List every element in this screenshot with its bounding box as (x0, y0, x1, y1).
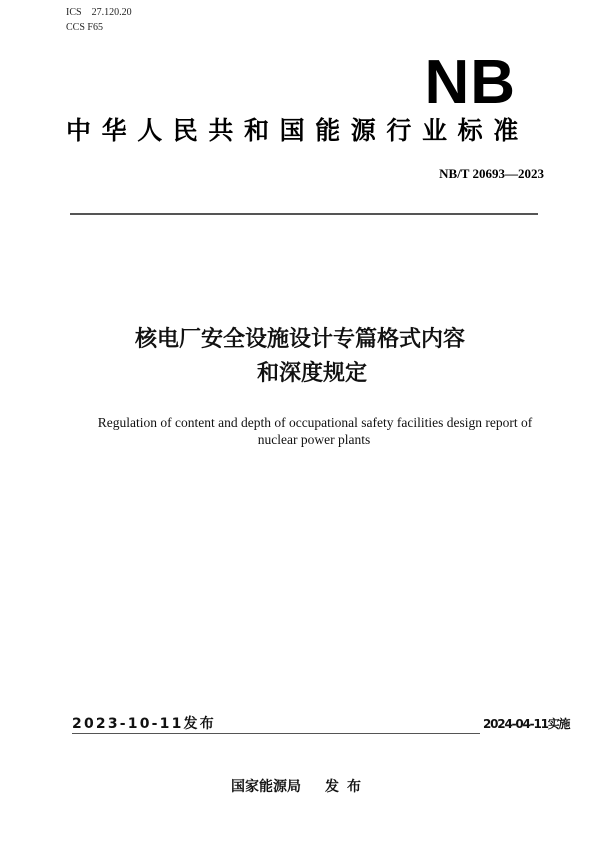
nb-logo: NB (424, 48, 516, 117)
standard-number: NB/T 20693—2023 (439, 166, 544, 181)
ccs-value: F65 (87, 22, 103, 33)
header-divider (70, 213, 538, 215)
ics-label: ICS (66, 7, 82, 18)
org-title: 中华人民共和国能源行业标准 (66, 116, 529, 145)
document-title-cn (0, 323, 600, 391)
publisher-verb: 发布 (325, 779, 369, 795)
title-en-line-1: Regulation of content and depth of occupational safety facilities design report of (97, 415, 533, 430)
ics-value: 27.120.20 (91, 7, 132, 18)
issue-date: 2023-10-11发布 (72, 716, 216, 732)
date-divider (72, 733, 480, 734)
ccs-label: CCS (66, 22, 85, 33)
ics-code (66, 5, 132, 20)
title-cn-line-1: 核电厂安全设施设计专篇格式内容 (134, 327, 465, 352)
title-en-line-2: nuclear power plants (257, 432, 371, 447)
classification-codes (66, 5, 132, 35)
ccs-code (66, 20, 132, 35)
publisher-line (0, 777, 600, 797)
document-title-en (0, 414, 600, 448)
title-cn-line-2: 和深度规定 (256, 361, 367, 386)
publisher-org: 国家能源局 (231, 779, 301, 795)
implementation-date: 2024-04-11实施 (483, 717, 570, 731)
